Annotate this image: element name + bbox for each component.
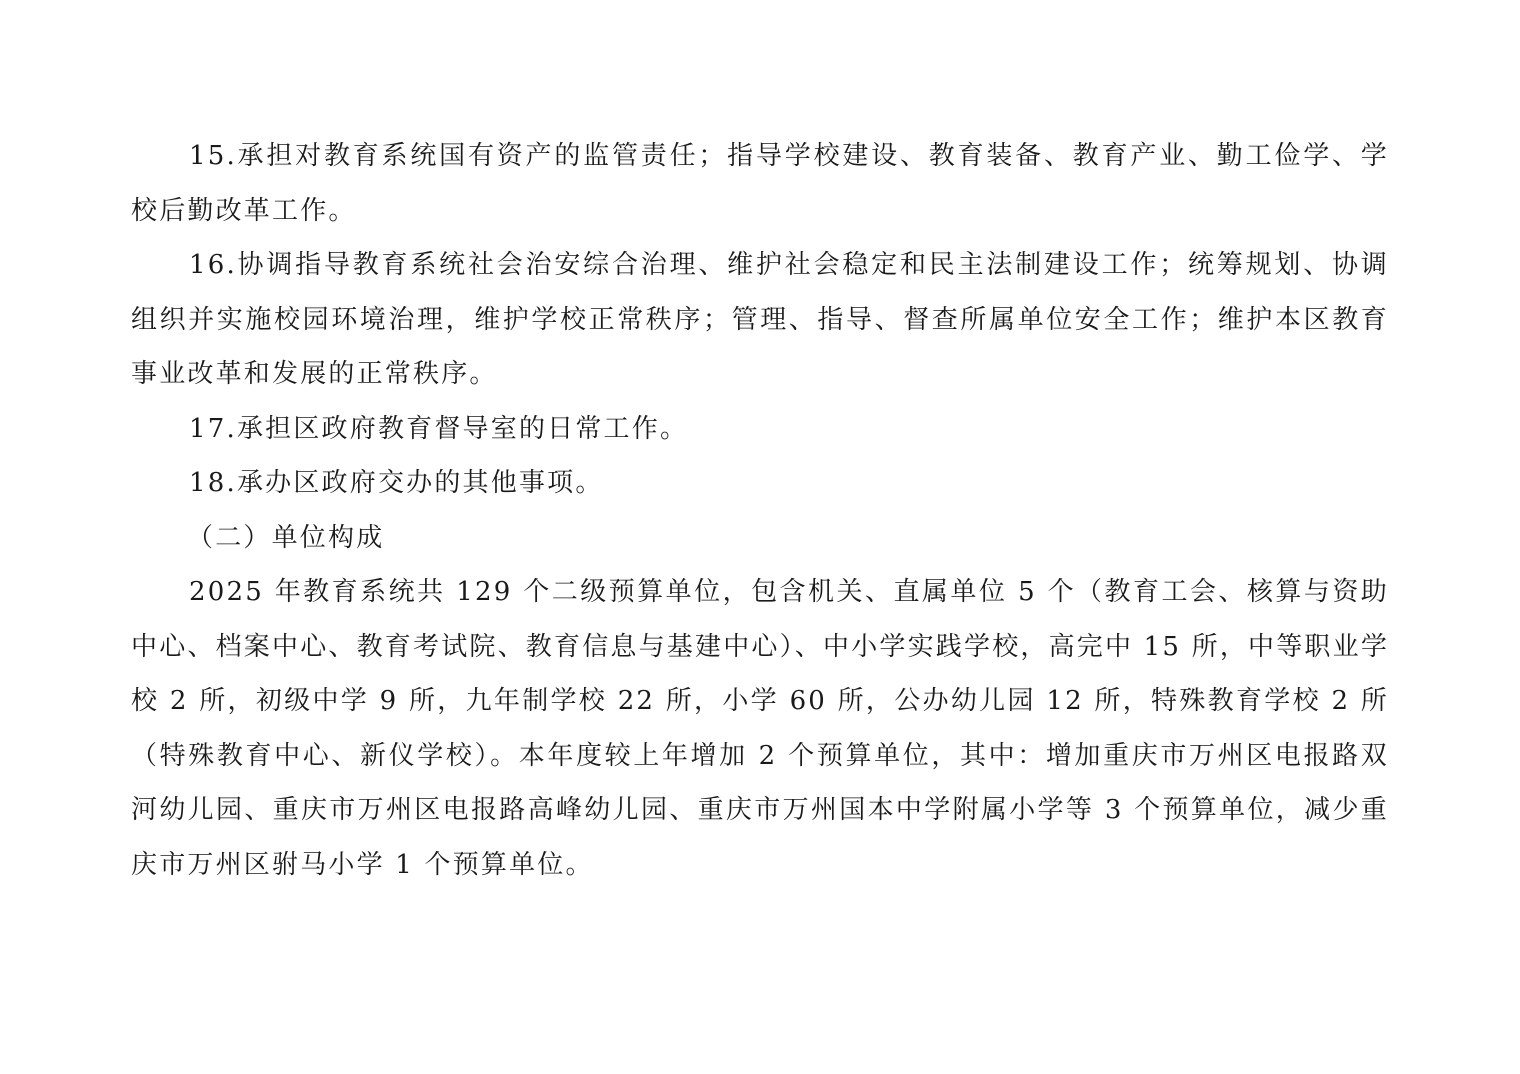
unit-composition-paragraph: 2025 年教育系统共 129 个二级预算单位，包含机关、直属单位 5 个（教育工会、核算与资助中心、档案中心、教育考试院、教育信息与基建中心）、中小学实践学校，高完中 15 所，中等职业学校 2 所，初级中学 9 所，九年制学校 22 所，小学 60 所，公办幼儿园 12 所，特殊教育学校 2 所（特殊教育中心、新仪学校）。本年度较上年增加 2 个预算单位，其中：增加重庆市万州区电报路双河幼儿园、重庆市万州区电报路高峰幼儿园、重庆市万州国本中学附属小学等 3 个预算单位，减少重庆市万州区驸马小学 1 个预算单位。 (131, 577, 1390, 880)
paragraph-item-18: 18.承办区政府交办的其他事项。 (189, 468, 604, 498)
paragraph-item-15: 15.承担对教育系统国有资产的监管责任；指导学校建设、教育装备、教育产业、勤工俭学、学校后勤改革工作。 (131, 141, 1389, 226)
paragraph-item-17: 17.承担区政府教育督导室的日常工作。 (189, 413, 689, 444)
section-heading: （二）单位构成 (187, 522, 385, 553)
document-body (131, 129, 1389, 892)
paragraph-item-16: 16.协调指导教育系统社会治安综合治理、维护社会稳定和民主法制建设工作；统筹规划、协调组织并实施校园环境治理，维护学校正常秩序；管理、指导、督查所属单位安全工作；维护本区教育事业改革和发展的正常秩序。 (131, 250, 1389, 389)
